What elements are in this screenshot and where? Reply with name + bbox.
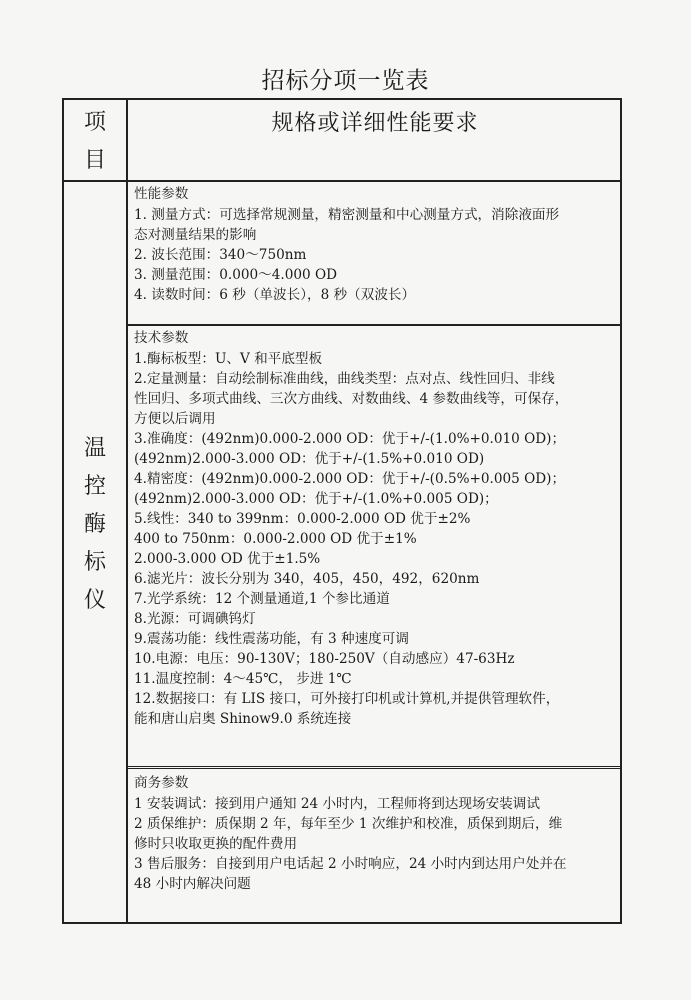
technical-line: 能和唐山启奥 Shinow9.0 系统连接 bbox=[134, 711, 352, 727]
technical-line: 11.温度控制：4～45℃， 步进 1℃ bbox=[134, 671, 352, 687]
technical-line: 4.精密度：(492nm)0.000-2.000 OD：优于+/-(0.5%+0.005 OD)； bbox=[134, 471, 566, 487]
performance-title: 性能参数 bbox=[134, 186, 189, 202]
performance-line: 3. 测量范围：0.000～4.000 OD bbox=[134, 267, 338, 283]
technical-line: 1.酶标板型：U、V 和平底型板 bbox=[134, 351, 323, 367]
business-line: 修时只收取更换的配件费用 bbox=[134, 836, 298, 852]
business-title: 商务参数 bbox=[134, 775, 189, 791]
performance-section bbox=[128, 182, 622, 326]
business-line: 48 小时内解决问题 bbox=[134, 876, 251, 892]
technical-line: 400 to 750nm：0.000-2.000 OD 优于±1% bbox=[134, 531, 417, 547]
technical-line: 3.准确度：(492nm)0.000-2.000 OD：优于+/-(1.0%+0.010 OD)； bbox=[134, 431, 566, 447]
technical-section bbox=[128, 326, 622, 766]
tender-table bbox=[62, 98, 622, 924]
item-name-char: 控 bbox=[83, 474, 106, 499]
business-line: 3 售后服务：自接到用户电话起 2 小时响应，24 小时内到达用户处并在 bbox=[134, 856, 567, 872]
technical-line: (492nm)2.000-3.000 OD：优于+/-(1.5%+0.010 OD) bbox=[134, 451, 485, 467]
item-name-char: 温 bbox=[83, 436, 106, 461]
table-header-row bbox=[64, 100, 620, 182]
technical-line: 性回归、多项式曲线、三次方曲线、对数曲线、4 参数曲线等，可保存， bbox=[134, 391, 569, 407]
business-section bbox=[128, 766, 622, 922]
item-name-cell bbox=[64, 430, 126, 620]
technical-line: 方便以后调用 bbox=[134, 411, 216, 427]
item-name-char: 标 bbox=[83, 550, 106, 575]
technical-line: 8.光源：可调碘钨灯 bbox=[134, 611, 256, 627]
technical-line: 10.电源：电压：90-130V；180-250V（自动感应）47-63Hz bbox=[134, 651, 515, 667]
technical-line: 2.定量测量：自动绘制标准曲线，曲线类型：点对点、线性回归、非线 bbox=[134, 371, 555, 387]
business-line: 1 安装调试：接到用户通知 24 小时内，工程师将到达现场安装调试 bbox=[134, 796, 540, 812]
item-name-char: 酶 bbox=[83, 512, 106, 537]
technical-line: 9.震荡功能：线性震荡功能，有 3 种速度可调 bbox=[134, 631, 409, 647]
performance-line: 2. 波长范围：340～750nm bbox=[134, 247, 307, 263]
item-name-char: 仪 bbox=[83, 588, 106, 613]
technical-line: 6.滤光片：波长分别为 340，405，450，492，620nm bbox=[134, 571, 480, 587]
technical-line: 12.数据接口：有 LIS 接口，可外接打印机或计算机,并提供管理软件， bbox=[134, 691, 560, 707]
technical-line: 2.000-3.000 OD 优于±1.5% bbox=[134, 551, 321, 567]
performance-line: 4. 读数时间：6 秒（单波长），8 秒（双波长） bbox=[134, 287, 416, 303]
header-item-cell bbox=[64, 100, 126, 180]
technical-line: (492nm)2.000-3.000 OD：优于+/-(1.0%+0.005 OD)； bbox=[134, 491, 498, 507]
document-title: 招标分项一览表 bbox=[261, 68, 430, 94]
performance-line: 态对测量结果的影响 bbox=[134, 227, 257, 243]
header-item-char: 目 bbox=[83, 148, 106, 173]
performance-line: 1. 测量方式：可选择常规测量，精密测量和中心测量方式，消除液面形 bbox=[134, 207, 560, 223]
header-item-char: 项 bbox=[83, 110, 106, 135]
business-line: 2 质保维护：质保期 2 年，每年至少 1 次维护和校准，质保到期后，维 bbox=[134, 816, 563, 832]
technical-title: 技术参数 bbox=[134, 330, 189, 346]
header-spec-cell: 规格或详细性能要求 bbox=[271, 111, 479, 136]
technical-line: 5.线性：340 to 399nm：0.000-2.000 OD 优于±2% bbox=[134, 511, 471, 527]
technical-line: 7.光学系统：12 个测量通道,1 个参比通道 bbox=[134, 591, 390, 607]
